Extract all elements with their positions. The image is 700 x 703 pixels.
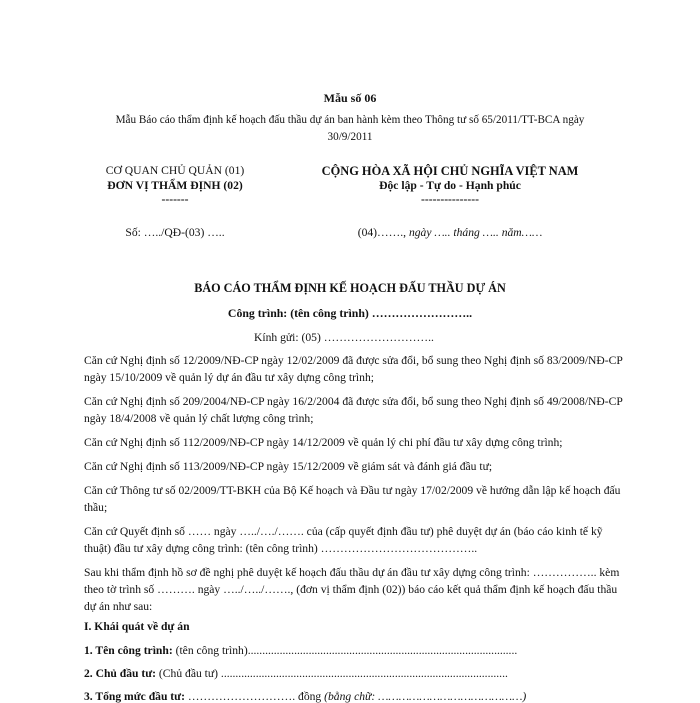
item-1-value: (tên công trình)............................................................................................. xyxy=(172,644,518,657)
item-1-label: 1. Tên công trình: xyxy=(84,644,173,657)
paragraph-4: Căn cứ Nghị định số 113/2009/NĐ-CP ngày 15/12/2009 về giám sát và đánh giá đầu tư; xyxy=(84,460,493,473)
subtitle-line-1: Mẫu Báo cáo thẩm định kế hoạch đấu thầu dự án ban hành kèm theo Thông tư số 65/2011/TT-BCA ngày xyxy=(115,114,585,126)
subtitle-line-2: 30/9/2011 xyxy=(327,131,373,143)
date-italic: ngày ….. tháng ….. năm…… xyxy=(408,226,543,239)
ministry-name: CƠ QUAN CHỦ QUẢN (01) xyxy=(105,164,245,177)
item-3-label: 3. Tổng mức đầu tư: xyxy=(84,690,185,703)
form-number: Mẫu số 06 xyxy=(323,91,377,105)
project-line: Công trình: (tên công trình) …………………….. xyxy=(227,306,473,320)
item-3-value: ………………………. đồng xyxy=(185,690,322,703)
document-number: Số: …../QĐ-(03) ….. xyxy=(125,226,225,239)
right-rule: --------------- xyxy=(421,193,479,206)
item-2-label: 2. Chủ đầu tư: xyxy=(84,667,157,680)
paragraph-5: Căn cứ Thông tư số 02/2009/TT-BKH của Bộ Kế hoạch và Đầu tư ngày 17/02/2009 về hướng dẫn lập kế hoạch đấu thầu; xyxy=(84,484,621,514)
left-rule: ------- xyxy=(161,193,189,206)
item-investor xyxy=(84,667,508,680)
addressee: Kính gửi: (05) ……………………….. xyxy=(254,331,434,344)
date-prefix: (04)……., xyxy=(357,226,407,239)
paragraph-2: Căn cứ Nghị định số 209/2004/NĐ-CP ngày 16/2/2004 đã được sửa đổi, bổ sung theo Nghị định số 49/2008/NĐ-CP ngày 18/4/2008 về quản lý chất lượng công trình; xyxy=(84,395,623,425)
section-heading: I. Khái quát về dự án xyxy=(84,620,190,633)
appraisal-unit: ĐƠN VỊ THẨM ĐỊNH (02) xyxy=(107,179,243,192)
item-3-italic: (bằng chữ: ……………………………………) xyxy=(321,690,527,703)
item-2-value: (Chủ đầu tư) ................................................................................................... xyxy=(156,667,508,680)
date-line xyxy=(280,226,620,239)
national-title: CỘNG HÒA XÃ HỘI CHỦ NGHĨA VIỆT NAM xyxy=(321,164,579,178)
paragraph-3: Căn cứ Nghị định số 112/2009/NĐ-CP ngày 14/12/2009 về quản lý chi phí đầu tư xây dựng công trình; xyxy=(84,436,563,449)
paragraph-1: Căn cứ Nghị định số 12/2009/NĐ-CP ngày 12/02/2009 đã được sửa đổi, bổ sung theo Nghị định số 83/2009/NĐ-CP ngày 15/10/2009 về quản lý dự án đầu tư xây dựng công trình; xyxy=(84,354,623,384)
paragraph-6: Căn cứ Quyết định số …… ngày …../…./……. của (cấp quyết định đầu tư) phê duyệt dự án (báo cáo kinh tế kỹ thuật) đầu tư xây dựng công trình: (tên công trình) ………………………………….. xyxy=(84,525,603,555)
national-motto: Độc lập - Tự do - Hạnh phúc xyxy=(379,179,521,192)
paragraph-7: Sau khi thẩm định hồ sơ đề nghị phê duyệt kế hoạch đấu thầu dự án đầu tư xây dựng công trình: …………….. kèm theo tờ trình số ………. ngày …../…../……., (đơn vị thẩm định (02)) báo cáo kết quả thẩm định kế hoạch đấu thầu dự án như sau: xyxy=(84,566,620,613)
report-title: BÁO CÁO THẨM ĐỊNH KẾ HOẠCH ĐẤU THẦU DỰ ÁN xyxy=(194,281,506,295)
item-project-name xyxy=(84,644,517,657)
item-total-investment xyxy=(84,690,526,703)
